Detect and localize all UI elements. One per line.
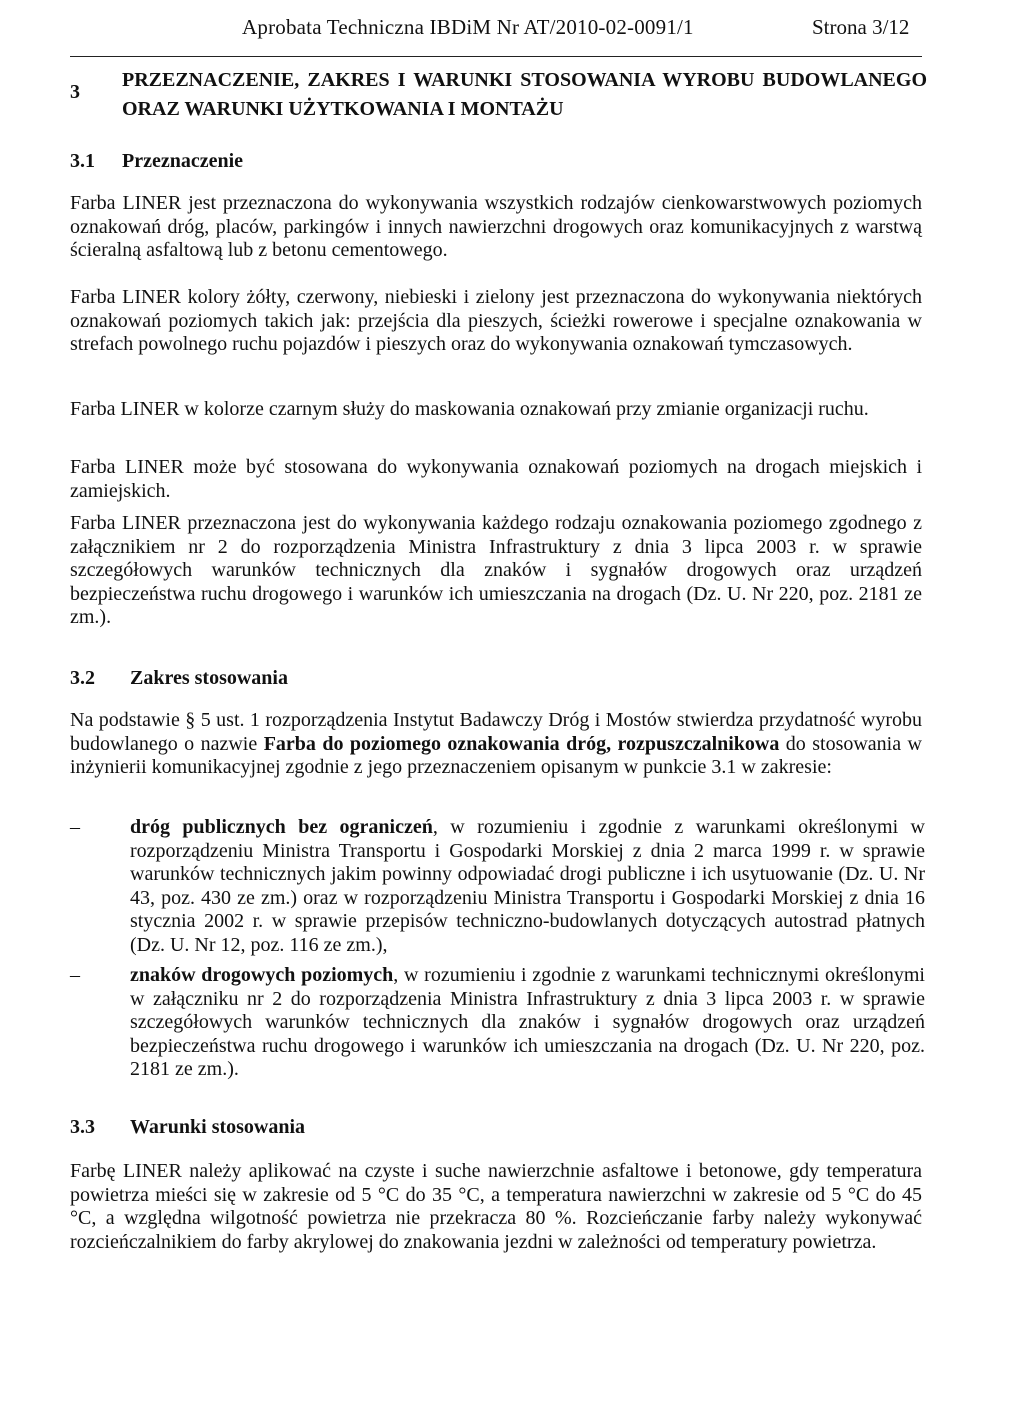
page-number: Strona 3/12 (812, 15, 910, 39)
paragraph-3-1-2: Farba LINER kolory żółty, czerwony, niebieski i zielony jest przeznaczona do wykonywania niektórych oznakowań poziomych takich jak: przejścia dla pieszych, ścieżki rowerowe i specjalne oznakowania w strefach powolnego ruchu pojazdów i pieszych oraz do wykonywania oznakowań tymczasowych. (70, 286, 922, 355)
section-3-title: PRZEZNACZENIE, ZAKRES I WARUNKI STOSOWANIA WYROBU BUDOWLANEGO ORAZ WARUNKI UŻYTKOWANIA I MONTAŻU (122, 69, 927, 120)
bullet-dash-2: – (70, 964, 80, 986)
header-divider (70, 56, 922, 57)
paragraph-3-1-4: Farba LINER może być stosowana do wykonywania oznakowań poziomych na drogach miejskich i zamiejskich. (70, 456, 922, 502)
bullet-2-text: , w rozumieniu i zgodnie z warunkami technicznymi określonymi w załączniku nr 2 do rozporządzenia Ministra Infrastruktury z dnia 3 lipca 2003 r. w sprawie szczegółowych warunków technicznych dla znaków i sygnałów drogowych oraz urządzeń bezpieczeństwa ruchu drogowego i warunków ich umieszczania na drogach (Dz. U. Nr 220, poz. 2181 ze zm.). (130, 964, 925, 1080)
bullet-item-1 (130, 816, 925, 957)
intro-text-a: Na podstawie § 5 ust. 1 rozporządzenia Instytut Badawczy Dróg i Mostów stwierdza przydatność wyrobu budowlanego o nazwie (70, 709, 922, 755)
product-name: Farba do poziomego oznakowania dróg, rozpuszczalnikowa (263, 732, 780, 755)
bullet-dash-1: – (70, 816, 80, 838)
section-3-3-number: 3.3 (70, 1116, 95, 1138)
bullet-1-bold: dróg publicznych bez ograniczeń (130, 816, 433, 838)
paragraph-3-1-3: Farba LINER w kolorze czarnym służy do maskowania oznakowań przy zmianie organizacji ruchu. (70, 398, 869, 420)
section-3-3-title: Warunki stosowania (130, 1116, 306, 1138)
header-title: Aprobata Techniczna IBDiM Nr AT/2010-02-0091/1 (242, 15, 694, 39)
section-3-2-title: Zakres stosowania (130, 667, 288, 689)
paragraph-3-3-1: Farbę LINER należy aplikować na czyste i suche nawierzchnie asfaltowe i betonowe, gdy temperatura powietrza mieści się w zakresie od 5 °C do 35 °C, a temperatura nawierzchni w zakresie od 5 °C do 45 °C, a względna wilgotność powietrza nie przekracza 80 %. Rozcieńczanie farby należy wykonywać rozcieńczalnikiem do farby akrylowej do znakowania jezdni w zależności od temperatury powietrza. (70, 1160, 922, 1253)
paragraph-3-2-intro (70, 709, 922, 780)
bullet-2-bold: znaków drogowych poziomych (130, 964, 394, 986)
section-3-2-number: 3.2 (70, 667, 95, 689)
section-3-1-title: Przeznaczenie (122, 150, 244, 172)
paragraph-3-1-5: Farba LINER przeznaczona jest do wykonywania każdego rodzaju oznakowania poziomego zgodnego z załącznikiem nr 2 do rozporządzenia Ministra Infrastruktury z dnia 3 lipca 2003 r. w sprawie szczegółowych warunków technicznych dla znaków i sygnałów drogowych oraz urządzeń bezpieczeństwa ruchu drogowego i warunków ich umieszczania na drogach (Dz. U. Nr 220, poz. 2181 ze zm.). (70, 512, 922, 628)
section-3-1-number: 3.1 (70, 150, 95, 172)
section-3-number: 3 (70, 81, 80, 103)
paragraph-3-1-1: Farba LINER jest przeznaczona do wykonywania wszystkich rodzajów cienkowarstwowych poziomych oznakowań dróg, placów, parkingów i innych nawierzchni drogowych oraz komunikacyjnych z warstwą ścieralną asfaltową lub z betonu cementowego. (70, 192, 922, 261)
intro-text-b: do stosowania w inżynierii komunikacyjnej zgodnie z jego przeznaczeniem opisanym w punkcie 3.1 w zakresie: (70, 732, 922, 778)
bullet-item-2 (130, 964, 925, 1082)
bullet-1-text: , w rozumieniu i zgodnie z warunkami określonymi w rozporządzeniu Ministra Transportu i Gospodarki Morskiej z dnia 2 marca 1999 r. w sprawie warunków technicznych jakim powinny odpowiadać drogi publiczne i ich usytuowanie (Dz. U. Nr 43, poz. 430 ze zm.) oraz w rozporządzeniu Ministra Transportu i Gospodarki Morskiej z dnia 16 stycznia 2002 r. w sprawie przepisów techniczno-budowlanych dotyczących autostrad płatnych (Dz. U. Nr 12, poz. 116 ze zm.), (130, 816, 926, 956)
